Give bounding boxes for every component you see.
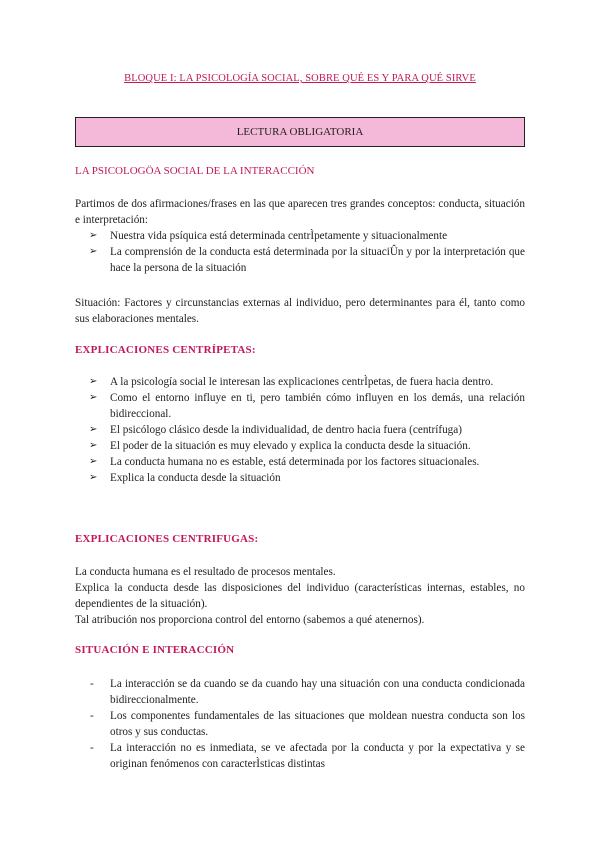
concepts-list (75, 228, 525, 276)
dash-bullet-icon: - (90, 678, 94, 690)
section-title-centrifugas: EXPLICACIONES CENTRIFUGAS: (75, 533, 259, 545)
arrow-bullet-icon: ➢ (89, 440, 98, 451)
section-title-situacion: SITUACIÓN E INTERACCIÓN (75, 644, 235, 656)
block-title: BLOQUE I: LA PSICOLOGÍA SOCIAL, SOBRE QUÉ ES Y PARA QUÉ SIRVE (124, 73, 476, 84)
text-line: Tal atribución nos proporciona control del entorno (sabemos a qué atenernos). (75, 614, 425, 626)
arrow-bullet-icon: ➢ (89, 246, 98, 257)
arrow-bullet-icon: ➢ (89, 472, 98, 483)
arrow-bullet-icon: ➢ (89, 230, 98, 241)
list-item: ➢ Explica la conducta desde la situación (89, 472, 281, 484)
list-item: ➢ La comprensión de la conducta está determinada por la situaciÛn y por la interpretación que hace la persona de la situación (89, 246, 525, 274)
text-line: Explica la conducta desde las disposiciones del individuo (características internas, estables, no dependientes de la situación). (75, 582, 525, 610)
interaccion-list (75, 676, 525, 772)
arrow-bullet-icon: ➢ (89, 392, 98, 403)
list-item: ➢ El psicólogo clásico desde la individualidad, de dentro hacia fuera (centrífuga) (89, 424, 462, 436)
section-title-centripetas: EXPLICACIONES CENTRÍPETAS: (75, 344, 256, 356)
list-item: - La interacción se da cuando se da cuando hay una situación con una conducta condicionada bidireccionalmente. (90, 678, 525, 706)
list-item: ➢ La conducta humana no es estable, está determinada por los factores situacionales. (89, 456, 480, 468)
text-line: La conducta humana es el resultado de procesos mentales. (75, 566, 336, 578)
required-reading-box (75, 117, 525, 147)
list-item: ➢ El poder de la situación es muy elevado y explica la conducta desde la situación. (89, 440, 471, 452)
required-reading-label: LECTURA OBLIGATORIA (236, 126, 364, 138)
arrow-bullet-icon: ➢ (89, 424, 98, 435)
dash-bullet-icon: - (90, 742, 94, 754)
situacion-paragraph: Situación: Factores y circunstancias externas al individuo, pero determinantes para él, tanto como sus elaboraciones mentales. (75, 297, 525, 325)
list-item: - La interacción no es inmediata, se ve afectada por la conducta y por la expectativa y se originan fenómenos con caracterÌsticas distintas (90, 742, 525, 770)
intro-paragraph: Partimos de dos afirmaciones/frases en las que aparecen tres grandes conceptos: conducta, situación e interpretación: (75, 198, 525, 226)
arrow-bullet-icon: ➢ (89, 456, 98, 467)
list-item: ➢ A la psicología social le interesan las explicaciones centrÌpetas, de fuera hacia dentro. (89, 376, 494, 388)
centripetas-list (75, 374, 525, 486)
dash-bullet-icon: - (90, 710, 94, 722)
section-title-interaccion: LA PSICOLOGÖA SOCIAL DE LA INTERACCIÓN (75, 165, 315, 177)
list-item: ➢ Como el entorno influye en ti, pero también cómo influyen en los demás, una relación bidireccional. (89, 392, 525, 420)
centrifugas-paragraphs (75, 564, 525, 628)
list-item: ➢ Nuestra vida psíquica está determinada centrÌpetamente y situacionalmente (89, 230, 448, 242)
list-item: - Los componentes fundamentales de las situaciones que moldean nuestra conducta son los otros y sus conductas. (90, 710, 525, 738)
arrow-bullet-icon: ➢ (89, 376, 98, 387)
